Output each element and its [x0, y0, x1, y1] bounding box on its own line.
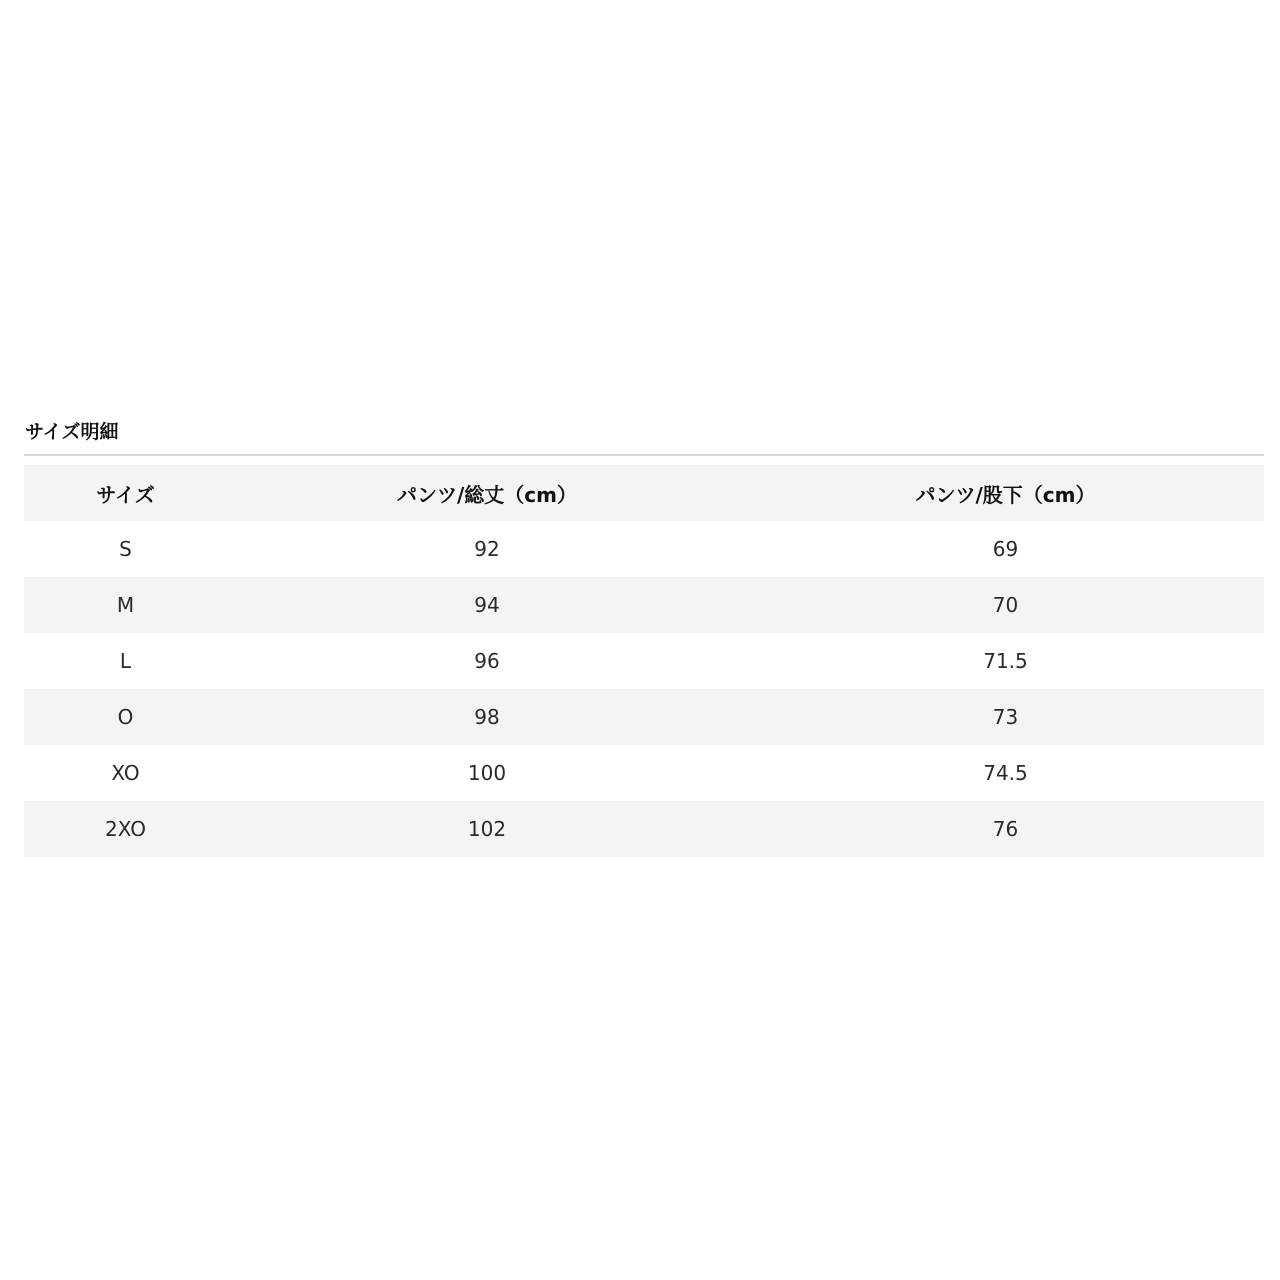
cell-size: 2XO	[24, 801, 227, 857]
cell-size: M	[24, 577, 227, 633]
cell-total-length: 98	[227, 689, 747, 745]
cell-total-length: 92	[474, 537, 500, 561]
table-row	[24, 745, 1264, 801]
cell-size: O	[24, 689, 227, 745]
table-row	[24, 689, 1264, 745]
table-row	[24, 633, 1264, 689]
section-title: サイズ明細	[25, 421, 119, 443]
header-total-length: パンツ/総丈（cm）	[227, 465, 747, 521]
cell-total-length: 94	[227, 577, 747, 633]
header-size: サイズ	[24, 465, 227, 521]
table-row	[24, 577, 1264, 633]
cell-total-length: 96	[474, 649, 500, 673]
table-row	[24, 801, 1264, 857]
cell-inseam: 71.5	[983, 649, 1028, 673]
cell-total-length: 102	[227, 801, 747, 857]
table-header-row	[24, 465, 1264, 521]
header-inseam: パンツ/股下（cm）	[747, 465, 1264, 521]
cell-inseam: 76	[747, 801, 1264, 857]
cell-inseam: 69	[992, 537, 1019, 561]
cell-inseam: 74.5	[983, 761, 1028, 785]
cell-size: XO	[111, 761, 140, 785]
cell-inseam: 70	[747, 577, 1264, 633]
cell-size: L	[119, 649, 132, 673]
size-table	[24, 465, 1264, 857]
title-divider	[24, 454, 1264, 456]
cell-total-length: 100	[467, 761, 507, 785]
table-row	[24, 521, 1264, 577]
cell-inseam: 73	[747, 689, 1264, 745]
cell-size: S	[119, 537, 132, 561]
size-details-section	[24, 418, 1264, 857]
